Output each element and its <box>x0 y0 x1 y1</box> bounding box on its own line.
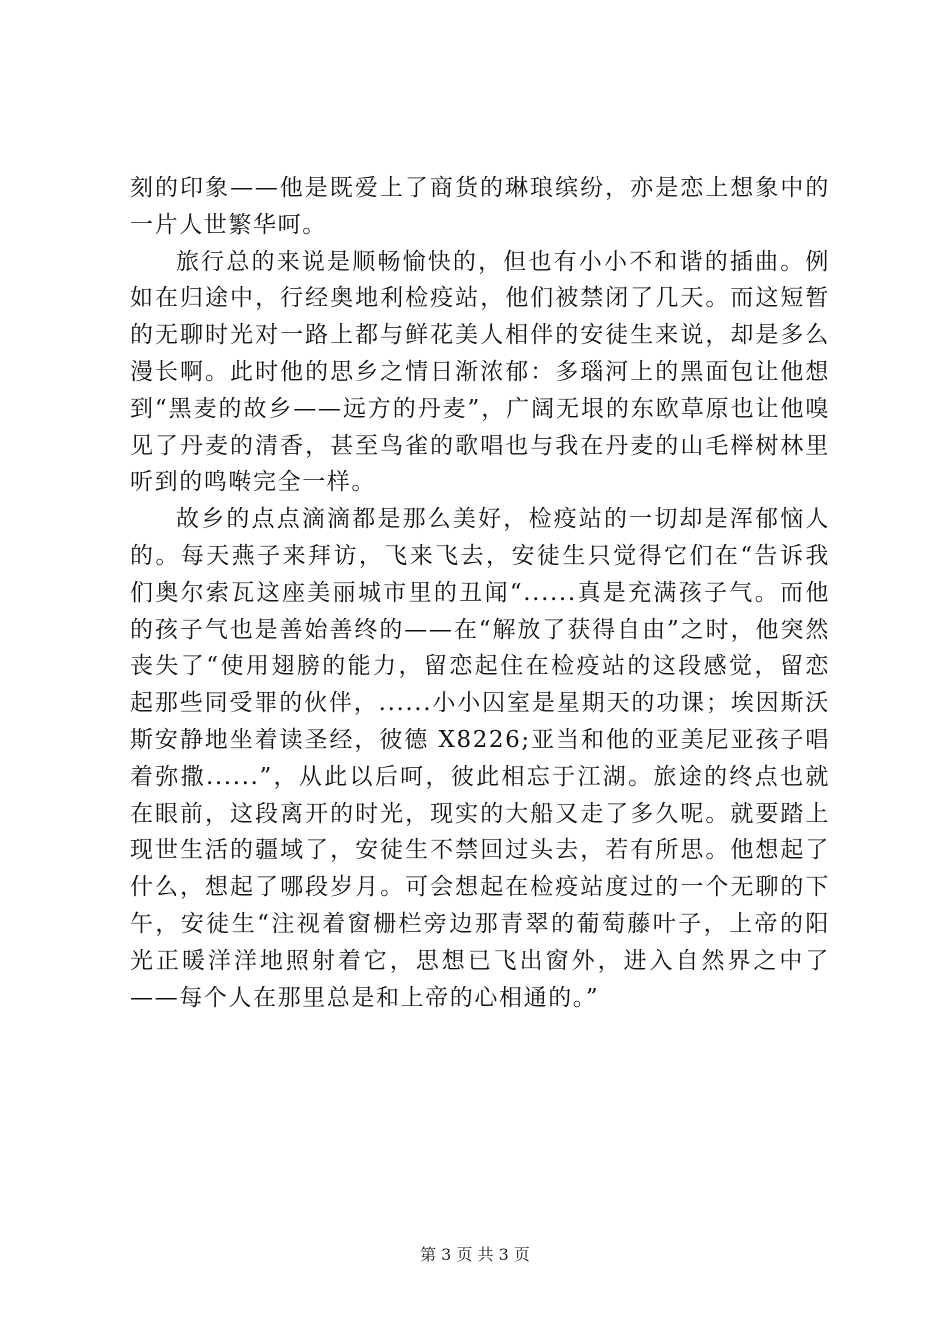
paragraph-continuation: 刻的印象——他是既爱上了商货的琳琅缤纷，亦是恋上想象中的一片人世繁华呵。 <box>130 175 830 238</box>
paragraph-quarantine-station: 故乡的点点滴滴都是那么美好，检疫站的一切却是浑郁恼人的。每天燕子来拜访，飞来飞去，安徒生只觉得它们在“告诉我们奥尔索瓦这座美丽城市里的丑闻“......真是充满孩子气。而他的孩子气也是善始善终的——在“解放了获得自由”之时，他突然丧失了“使用翅膀的能力，留恋起住在检疫站的这段感觉，留恋起那些同受罪的伙伴，......小小囚室是星期天的功课；埃因斯沃斯安静地坐着读圣经，彼德 X8226;亚当和他的亚美尼亚孩子唱着弥撒......”，从此以后呵，彼此相忘于江湖。旅途的终点也就在眼前，这段离开的时光，现实的大船又走了多久呢。就要踏上现世生活的疆域了，安徒生不禁回过头去，若有所思。他想起了什么，想起了哪段岁月。可会想起在检疫站度过的一个无聊的下午，安徒生“注视着窗栅栏旁边那青翠的葡萄藤叶子，上帝的阳光正暖洋洋地照射着它，思想已飞出窗外，进入自然界之中了——每个人在那里总是和上帝的心相通的。” <box>130 506 830 1011</box>
paragraph-travel-interlude: 旅行总的来说是顺畅愉快的，但也有小小不和谐的插曲。例如在归途中，行经奥地利检疫站，他们被禁闭了几天。而这短暂的无聊时光对一路上都与鲜花美人相伴的安徒生来说，却是多么漫长啊。此时他的思乡之情日渐浓郁：多瑙河上的黑面包让他想到“黑麦的故乡——远方的丹麦”，广阔无垠的东欧草原也让他嗅见了丹麦的清香，甚至鸟雀的歌唱也与我在丹麦的山毛榉树林里听到的鸣啭完全一样。 <box>130 248 830 496</box>
body-text <box>130 170 830 1016</box>
page-footer: 第 3 页 共 3 页 <box>420 1245 530 1264</box>
